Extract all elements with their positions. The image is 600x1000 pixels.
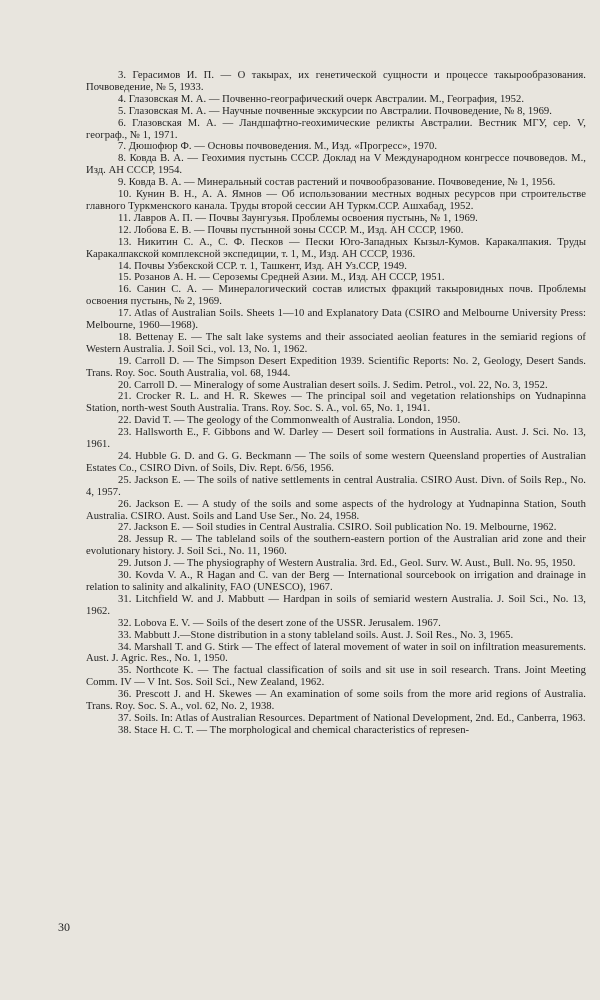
reference-entry xyxy=(86,213,586,225)
reference-entry xyxy=(86,570,586,594)
reference-text: 7. Дюшофюр Ф. — Основы почвоведения. М., Изд. «Прогресс», 1970. xyxy=(118,141,438,153)
reference-entry xyxy=(86,665,586,689)
reference-entry xyxy=(86,177,586,189)
reference-text: 25. Jackson E. — The soils of native settlements in central Australia. CSIRO Aust. Divn. of Soils Rep., No. 4, 1957. xyxy=(86,474,586,498)
reference-entry xyxy=(86,106,586,118)
reference-entry xyxy=(86,558,586,570)
reference-text: 6. Глазовская М. А. — Ландшафтно-геохимические реликты Австралии. Вестник МГУ, сер. V, географ., № 1, 1971. xyxy=(86,117,586,141)
reference-text: 27. Jackson E. — Soil studies in Central Australia. CSIRO. Soil publication No. 19. Melbourne, 1962. xyxy=(118,522,557,534)
reference-entry xyxy=(86,451,586,475)
reference-entry xyxy=(86,284,586,308)
reference-entry xyxy=(86,689,586,713)
reference-entry xyxy=(86,618,586,630)
reference-entry xyxy=(86,534,586,558)
reference-entry xyxy=(86,427,586,451)
reference-entry xyxy=(86,475,586,499)
reference-text: 12. Лобова Е. В. — Почвы пустынной зоны СССР. М., Изд. АН СССР, 1960. xyxy=(118,224,464,236)
reference-text: 35. Northcote K. — The factual classification of soils and sit use in soil research. Trans. Joint Meeting Comm. IV — V Int. Sos. Soil Sci., New Zealand, 1962. xyxy=(86,665,586,689)
reference-entry xyxy=(86,94,586,106)
reference-entry xyxy=(86,594,586,618)
reference-entry xyxy=(86,118,586,142)
reference-text: 31. Litchfield W. and J. Mabbutt — Hardpan in soils of semiarid western Australia. J. Soil Sci., No. 13, 1962. xyxy=(86,593,586,617)
reference-text: 4. Глазовская М. А. — Почвенно-географический очерк Австралии. М., География, 1952. xyxy=(118,93,525,105)
reference-text: 21. Crocker R. L. and H. R. Skewes — The principal soil and vegetation relationships on Yudnapinna Station, north-west South Australia. Trans. Roy. Soc. S. A., vol. 65, No. 1, 1941. xyxy=(86,391,586,415)
reference-text: 5. Глазовская М. А. — Научные почвенные экскурсии по Австралии. Почвоведение, № 8, 1969. xyxy=(118,105,552,117)
reference-text: 32. Lobova E. V. — Soils of the desert zone of the USSR. Jerusalem. 1967. xyxy=(118,617,441,629)
reference-text: 8. Ковда В. А. — Геохимия пустынь СССР. Доклад на V Международном конгрессе почвоведов. М., Изд. АН СССР, 1954. xyxy=(86,153,586,177)
reference-text: 3. Герасимов И. П. — О такырах, их генетической сущности и процессе такырообразования. Почвоведение, № 5, 1933. xyxy=(86,70,586,93)
reference-text: 20. Carroll D. — Mineralogy of some Australian desert soils. J. Sedim. Petrol., vol. 22, No. 3, 1952. xyxy=(118,379,548,391)
reference-list xyxy=(86,70,586,737)
reference-entry xyxy=(86,725,586,737)
reference-text: 38. Stace H. C. T. — The morphological and chemical characteristics of represen- xyxy=(118,724,470,736)
reference-entry xyxy=(86,70,586,94)
reference-text: 36. Prescott J. and H. Skewes — An examination of some soils from the more arid regions of Australia. Trans. Roy. Soc. S. A., vol. 62, No. 2, 1938. xyxy=(86,689,586,713)
reference-text: 30. Kovda V. A., R Hagan and C. van der Berg — International sourcebook on irrigation and drainage in relation to salinity and alkalinity, FAO (UNESCO), 1967. xyxy=(86,570,586,593)
reference-entry xyxy=(86,391,586,415)
reference-entry xyxy=(86,522,586,534)
reference-entry xyxy=(86,642,586,666)
reference-entry xyxy=(86,237,586,261)
reference-text: 26. Jackson E. — A study of the soils and some aspects of the hydrology at Yudnapinna Station, South Australia. CSIRO. Aust. Soils and Land Use Ser., No. 24, 1958. xyxy=(86,498,586,522)
reference-text: 13. Никитин С. А., С. Ф. Песков — Пески Юго-Западных Кызыл-Кумов. Каракалпакия. Труды Каракалпакской комплексной экспедиции, т. 1, М., Изд. АН СССР, 1936. xyxy=(86,236,586,260)
reference-text: 17. Atlas of Australian Soils. Sheets 1—10 and Explanatory Data (CSIRO and Melbourne University Press: Melbourne, 1960—1968). xyxy=(86,308,586,332)
reference-entry xyxy=(86,332,586,356)
reference-text: 16. Санин С. А. — Минералогический состав илистых фракций такыровидных почв. Проблемы освоения пустынь, № 2, 1969. xyxy=(86,284,586,308)
reference-text: 14. Почвы Узбекской ССР. т. 1, Ташкент, Изд. АН Уз.ССР, 1949. xyxy=(118,260,407,272)
reference-entry xyxy=(86,261,586,273)
reference-entry xyxy=(86,225,586,237)
reference-text: 28. Jessup R. — The tableland soils of the southern-eastern portion of the Australian arid zone and their evolutionary history. J. Soil Sci., No. 11, 1960. xyxy=(86,534,586,558)
reference-entry xyxy=(86,499,586,523)
reference-text: 10. Кунин В. Н., А. А. Ямнов — Об использовании местных водных ресурсов при строительстве главного Туркменского канала. Труды второй сессии АН Туркм.ССР. Ашхабад, 1952. xyxy=(86,189,586,212)
reference-text: 34. Marshall T. and G. Stirk — The effect of lateral movement of water in soil on infiltration measurements. Aust. J. Agric. Res., No. 1, 1950. xyxy=(86,641,586,665)
page-number: 30 xyxy=(58,920,70,934)
reference-entry xyxy=(86,713,586,725)
reference-text: 11. Лавров А. П. — Почвы Заунгузья. Проблемы освоения пустынь, № 1, 1969. xyxy=(118,212,478,224)
reference-text: 37. Soils. In: Atlas of Australian Resources. Department of National Development, 2nd. Ed., Canberra, 1963. xyxy=(118,712,586,724)
reference-text: 22. David T. — The geology of the Commonwealth of Australia. London, 1950. xyxy=(118,415,461,427)
reference-text: 19. Carroll D. — The Simpson Desert Expedition 1939. Scientific Reports: No. 2, Geology, Desert Sands. Trans. Roy. Soc. South Australia, vol. 68, 1944. xyxy=(86,355,586,379)
reference-entry xyxy=(86,415,586,427)
reference-entry xyxy=(86,189,586,213)
reference-entry xyxy=(86,308,586,332)
reference-entry xyxy=(86,356,586,380)
reference-entry xyxy=(86,272,586,284)
reference-text: 24. Hubble G. D. and G. G. Beckmann — The soils of some western Queensland properties of Australian Estates Co., CSIRO Divn. of Soils, Div. Rept. 6/56, 1956. xyxy=(86,451,586,474)
reference-entry xyxy=(86,153,586,177)
reference-text: 23. Hallsworth E., F. Gibbons and W. Darley — Desert soil formations in Australia. Aust. J. Sci. No. 13, 1961. xyxy=(86,427,586,451)
reference-entry xyxy=(86,630,586,642)
reference-text: 18. Bettenay E. — The salt lake systems and their associated aeolian features in the semiarid regions of Western Australia. J. Soil Sci., vol. 13, No. 1, 1962. xyxy=(86,331,586,355)
reference-text: 9. Ковда В. А. — Минеральный состав растений и почвообразование. Почвоведение, № 1, 1956. xyxy=(118,177,556,189)
reference-entry xyxy=(86,141,586,153)
reference-text: 33. Mabbutt J.—Stone distribution in a stony tableland soils. Aust. J. Soil Res., No. 3, 1965. xyxy=(118,629,514,641)
reference-text: 29. Jutson J. — The physiography of Western Australia. 3rd. Ed., Geol. Surv. W. Aust., Bull. No. 95, 1950. xyxy=(118,558,576,570)
reference-text: 15. Розанов А. Н. — Сероземы Средней Азии. М., Изд. АН СССР, 1951. xyxy=(118,272,445,284)
reference-entry xyxy=(86,380,586,392)
